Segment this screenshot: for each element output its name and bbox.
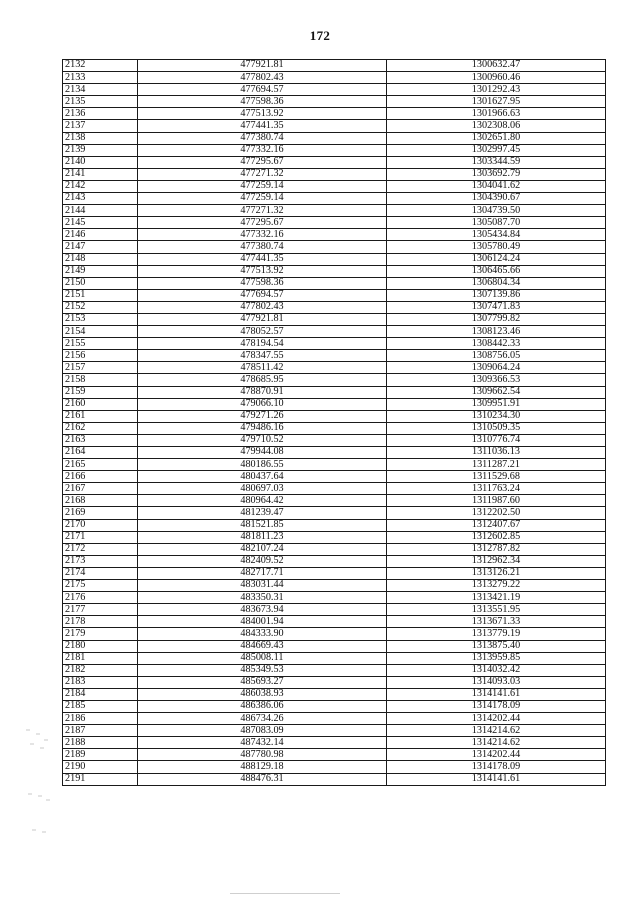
x-coordinate-cell: 486386.06 <box>138 700 387 712</box>
point-number-cell: 2141 <box>63 168 138 180</box>
table-row <box>63 132 606 144</box>
table-row <box>63 580 606 592</box>
table-row <box>63 277 606 289</box>
point-number-cell: 2145 <box>63 217 138 229</box>
x-coordinate-cell: 487432.14 <box>138 737 387 749</box>
point-number-cell: 2150 <box>63 277 138 289</box>
table-row <box>63 483 606 495</box>
point-number-cell: 2163 <box>63 434 138 446</box>
point-number-cell: 2183 <box>63 676 138 688</box>
point-number-cell: 2156 <box>63 350 138 362</box>
x-coordinate-cell: 477332.16 <box>138 144 387 156</box>
table-row <box>63 543 606 555</box>
point-number-cell: 2151 <box>63 289 138 301</box>
x-coordinate-cell: 477380.74 <box>138 132 387 144</box>
y-coordinate-cell: 1309064.24 <box>387 362 606 374</box>
point-number-cell: 2173 <box>63 555 138 567</box>
point-number-cell: 2162 <box>63 422 138 434</box>
x-coordinate-cell: 477295.67 <box>138 217 387 229</box>
x-coordinate-cell: 487780.98 <box>138 749 387 761</box>
x-coordinate-cell: 477441.35 <box>138 120 387 132</box>
table-row <box>63 676 606 688</box>
table-row <box>63 434 606 446</box>
point-number-cell: 2185 <box>63 700 138 712</box>
coordinates-table-body <box>63 60 606 786</box>
table-row <box>63 108 606 120</box>
x-coordinate-cell: 479271.26 <box>138 410 387 422</box>
table-row <box>63 241 606 253</box>
y-coordinate-cell: 1301627.95 <box>387 96 606 108</box>
y-coordinate-cell: 1307799.82 <box>387 313 606 325</box>
x-coordinate-cell: 477259.14 <box>138 193 387 205</box>
y-coordinate-cell: 1306465.66 <box>387 265 606 277</box>
point-number-cell: 2137 <box>63 120 138 132</box>
y-coordinate-cell: 1307139.86 <box>387 289 606 301</box>
point-number-cell: 2191 <box>63 773 138 785</box>
table-row <box>63 555 606 567</box>
point-number-cell: 2167 <box>63 483 138 495</box>
y-coordinate-cell: 1305434.84 <box>387 229 606 241</box>
table-row <box>63 422 606 434</box>
x-coordinate-cell: 477259.14 <box>138 180 387 192</box>
x-coordinate-cell: 477295.67 <box>138 156 387 168</box>
x-coordinate-cell: 480697.03 <box>138 483 387 495</box>
y-coordinate-cell: 1304041.62 <box>387 180 606 192</box>
point-number-cell: 2148 <box>63 253 138 265</box>
x-coordinate-cell: 478870.91 <box>138 386 387 398</box>
y-coordinate-cell: 1314214.62 <box>387 725 606 737</box>
point-number-cell: 2146 <box>63 229 138 241</box>
y-coordinate-cell: 1309951.91 <box>387 398 606 410</box>
point-number-cell: 2180 <box>63 640 138 652</box>
x-coordinate-cell: 481521.85 <box>138 519 387 531</box>
x-coordinate-cell: 481811.23 <box>138 531 387 543</box>
y-coordinate-cell: 1312787.82 <box>387 543 606 555</box>
table-row <box>63 652 606 664</box>
table-row <box>63 374 606 386</box>
x-coordinate-cell: 485349.53 <box>138 664 387 676</box>
x-coordinate-cell: 477598.36 <box>138 96 387 108</box>
table-row <box>63 447 606 459</box>
y-coordinate-cell: 1300632.47 <box>387 60 606 72</box>
y-coordinate-cell: 1311529.68 <box>387 471 606 483</box>
y-coordinate-cell: 1313279.22 <box>387 580 606 592</box>
table-row <box>63 664 606 676</box>
table-row <box>63 60 606 72</box>
y-coordinate-cell: 1304739.50 <box>387 205 606 217</box>
point-number-cell: 2174 <box>63 567 138 579</box>
table-row <box>63 604 606 616</box>
point-number-cell: 2164 <box>63 447 138 459</box>
table-row <box>63 495 606 507</box>
point-number-cell: 2190 <box>63 761 138 773</box>
scan-edge-line <box>230 893 340 894</box>
point-number-cell: 2169 <box>63 507 138 519</box>
y-coordinate-cell: 1313959.85 <box>387 652 606 664</box>
point-number-cell: 2166 <box>63 471 138 483</box>
point-number-cell: 2181 <box>63 652 138 664</box>
page-number: 172 <box>309 28 331 43</box>
table-row <box>63 688 606 700</box>
x-coordinate-cell: 477271.32 <box>138 205 387 217</box>
table-row <box>63 193 606 205</box>
y-coordinate-cell: 1302308.06 <box>387 120 606 132</box>
x-coordinate-cell: 483031.44 <box>138 580 387 592</box>
point-number-cell: 2134 <box>63 84 138 96</box>
x-coordinate-cell: 477271.32 <box>138 168 387 180</box>
y-coordinate-cell: 1301966.63 <box>387 108 606 120</box>
point-number-cell: 2187 <box>63 725 138 737</box>
x-coordinate-cell: 486038.93 <box>138 688 387 700</box>
table-row <box>63 84 606 96</box>
table-row <box>63 72 606 84</box>
point-number-cell: 2139 <box>63 144 138 156</box>
y-coordinate-cell: 1300960.46 <box>387 72 606 84</box>
y-coordinate-cell: 1314178.09 <box>387 761 606 773</box>
x-coordinate-cell: 478511.42 <box>138 362 387 374</box>
x-coordinate-cell: 484669.43 <box>138 640 387 652</box>
point-number-cell: 2132 <box>63 60 138 72</box>
x-coordinate-cell: 479486.16 <box>138 422 387 434</box>
point-number-cell: 2135 <box>63 96 138 108</box>
point-number-cell: 2143 <box>63 193 138 205</box>
point-number-cell: 2158 <box>63 374 138 386</box>
y-coordinate-cell: 1311763.24 <box>387 483 606 495</box>
point-number-cell: 2144 <box>63 205 138 217</box>
x-coordinate-cell: 480964.42 <box>138 495 387 507</box>
y-coordinate-cell: 1312202.50 <box>387 507 606 519</box>
table-row <box>63 471 606 483</box>
y-coordinate-cell: 1314141.61 <box>387 688 606 700</box>
table-row <box>63 326 606 338</box>
y-coordinate-cell: 1312962.34 <box>387 555 606 567</box>
point-number-cell: 2178 <box>63 616 138 628</box>
point-number-cell: 2176 <box>63 592 138 604</box>
table-row <box>63 749 606 761</box>
x-coordinate-cell: 484333.90 <box>138 628 387 640</box>
x-coordinate-cell: 477513.92 <box>138 265 387 277</box>
point-number-cell: 2189 <box>63 749 138 761</box>
x-coordinate-cell: 482409.52 <box>138 555 387 567</box>
y-coordinate-cell: 1303344.59 <box>387 156 606 168</box>
y-coordinate-cell: 1308442.33 <box>387 338 606 350</box>
x-coordinate-cell: 480186.55 <box>138 459 387 471</box>
y-coordinate-cell: 1314202.44 <box>387 749 606 761</box>
table-row <box>63 350 606 362</box>
point-number-cell: 2165 <box>63 459 138 471</box>
y-coordinate-cell: 1311036.13 <box>387 447 606 459</box>
x-coordinate-cell: 479710.52 <box>138 434 387 446</box>
point-number-cell: 2149 <box>63 265 138 277</box>
point-number-cell: 2147 <box>63 241 138 253</box>
x-coordinate-cell: 478685.95 <box>138 374 387 386</box>
y-coordinate-cell: 1310234.30 <box>387 410 606 422</box>
table-row <box>63 567 606 579</box>
x-coordinate-cell: 479066.10 <box>138 398 387 410</box>
table-row <box>63 120 606 132</box>
point-number-cell: 2161 <box>63 410 138 422</box>
table-row <box>63 459 606 471</box>
x-coordinate-cell: 477380.74 <box>138 241 387 253</box>
table-row <box>63 725 606 737</box>
point-number-cell: 2188 <box>63 737 138 749</box>
point-number-cell: 2142 <box>63 180 138 192</box>
table-row <box>63 362 606 374</box>
y-coordinate-cell: 1314202.44 <box>387 713 606 725</box>
point-number-cell: 2182 <box>63 664 138 676</box>
x-coordinate-cell: 478052.57 <box>138 326 387 338</box>
y-coordinate-cell: 1314032.42 <box>387 664 606 676</box>
y-coordinate-cell: 1311287.21 <box>387 459 606 471</box>
x-coordinate-cell: 487083.09 <box>138 725 387 737</box>
x-coordinate-cell: 478347.55 <box>138 350 387 362</box>
table-row <box>63 398 606 410</box>
x-coordinate-cell: 483350.31 <box>138 592 387 604</box>
table-row <box>63 156 606 168</box>
table-row <box>63 531 606 543</box>
point-number-cell: 2155 <box>63 338 138 350</box>
table-row <box>63 616 606 628</box>
y-coordinate-cell: 1308123.46 <box>387 326 606 338</box>
x-coordinate-cell: 477513.92 <box>138 108 387 120</box>
x-coordinate-cell: 486734.26 <box>138 713 387 725</box>
x-coordinate-cell: 488476.31 <box>138 773 387 785</box>
x-coordinate-cell: 482107.24 <box>138 543 387 555</box>
table-row <box>63 507 606 519</box>
table-row <box>63 168 606 180</box>
table-row <box>63 592 606 604</box>
table-row <box>63 338 606 350</box>
y-coordinate-cell: 1307471.83 <box>387 301 606 313</box>
x-coordinate-cell: 477694.57 <box>138 289 387 301</box>
margin-scan-marks <box>24 690 54 850</box>
table-row <box>63 519 606 531</box>
y-coordinate-cell: 1310776.74 <box>387 434 606 446</box>
y-coordinate-cell: 1301292.43 <box>387 84 606 96</box>
table-row <box>63 205 606 217</box>
y-coordinate-cell: 1313126.21 <box>387 567 606 579</box>
y-coordinate-cell: 1314214.62 <box>387 737 606 749</box>
y-coordinate-cell: 1313779.19 <box>387 628 606 640</box>
x-coordinate-cell: 485008.11 <box>138 652 387 664</box>
y-coordinate-cell: 1313875.40 <box>387 640 606 652</box>
x-coordinate-cell: 480437.64 <box>138 471 387 483</box>
table-row <box>63 180 606 192</box>
y-coordinate-cell: 1303692.79 <box>387 168 606 180</box>
x-coordinate-cell: 484001.94 <box>138 616 387 628</box>
x-coordinate-cell: 477332.16 <box>138 229 387 241</box>
x-coordinate-cell: 477921.81 <box>138 60 387 72</box>
x-coordinate-cell: 477802.43 <box>138 72 387 84</box>
y-coordinate-cell: 1305087.70 <box>387 217 606 229</box>
x-coordinate-cell: 483673.94 <box>138 604 387 616</box>
point-number-cell: 2140 <box>63 156 138 168</box>
point-number-cell: 2177 <box>63 604 138 616</box>
y-coordinate-cell: 1302651.80 <box>387 132 606 144</box>
y-coordinate-cell: 1314141.61 <box>387 773 606 785</box>
table-row <box>63 640 606 652</box>
point-number-cell: 2179 <box>63 628 138 640</box>
point-number-cell: 2175 <box>63 580 138 592</box>
table-row <box>63 253 606 265</box>
point-number-cell: 2154 <box>63 326 138 338</box>
table-row <box>63 96 606 108</box>
table-row <box>63 289 606 301</box>
point-number-cell: 2159 <box>63 386 138 398</box>
table-row <box>63 761 606 773</box>
x-coordinate-cell: 477921.81 <box>138 313 387 325</box>
table-row <box>63 386 606 398</box>
point-number-cell: 2153 <box>63 313 138 325</box>
y-coordinate-cell: 1309662.54 <box>387 386 606 398</box>
point-number-cell: 2133 <box>63 72 138 84</box>
table-row <box>63 313 606 325</box>
table-row <box>63 301 606 313</box>
x-coordinate-cell: 477694.57 <box>138 84 387 96</box>
point-number-cell: 2172 <box>63 543 138 555</box>
y-coordinate-cell: 1314178.09 <box>387 700 606 712</box>
y-coordinate-cell: 1304390.67 <box>387 193 606 205</box>
x-coordinate-cell: 481239.47 <box>138 507 387 519</box>
y-coordinate-cell: 1306124.24 <box>387 253 606 265</box>
y-coordinate-cell: 1312602.85 <box>387 531 606 543</box>
point-number-cell: 2136 <box>63 108 138 120</box>
x-coordinate-cell: 477441.35 <box>138 253 387 265</box>
y-coordinate-cell: 1310509.35 <box>387 422 606 434</box>
point-number-cell: 2138 <box>63 132 138 144</box>
table-row <box>63 773 606 785</box>
point-number-cell: 2168 <box>63 495 138 507</box>
table-row <box>63 628 606 640</box>
point-number-cell: 2170 <box>63 519 138 531</box>
y-coordinate-cell: 1314093.03 <box>387 676 606 688</box>
point-number-cell: 2160 <box>63 398 138 410</box>
y-coordinate-cell: 1309366.53 <box>387 374 606 386</box>
y-coordinate-cell: 1312407.67 <box>387 519 606 531</box>
y-coordinate-cell: 1313421.19 <box>387 592 606 604</box>
table-row <box>63 265 606 277</box>
x-coordinate-cell: 482717.71 <box>138 567 387 579</box>
coordinates-table <box>62 59 606 786</box>
table-row <box>63 217 606 229</box>
table-row <box>63 737 606 749</box>
table-row <box>63 144 606 156</box>
table-row <box>63 700 606 712</box>
y-coordinate-cell: 1311987.60 <box>387 495 606 507</box>
point-number-cell: 2157 <box>63 362 138 374</box>
x-coordinate-cell: 477598.36 <box>138 277 387 289</box>
table-row <box>63 410 606 422</box>
y-coordinate-cell: 1306804.34 <box>387 277 606 289</box>
x-coordinate-cell: 488129.18 <box>138 761 387 773</box>
x-coordinate-cell: 477802.43 <box>138 301 387 313</box>
x-coordinate-cell: 479944.08 <box>138 447 387 459</box>
y-coordinate-cell: 1313671.33 <box>387 616 606 628</box>
y-coordinate-cell: 1313551.95 <box>387 604 606 616</box>
table-row <box>63 229 606 241</box>
table-row <box>63 713 606 725</box>
x-coordinate-cell: 485693.27 <box>138 676 387 688</box>
point-number-cell: 2152 <box>63 301 138 313</box>
y-coordinate-cell: 1302997.45 <box>387 144 606 156</box>
point-number-cell: 2184 <box>63 688 138 700</box>
point-number-cell: 2171 <box>63 531 138 543</box>
x-coordinate-cell: 478194.54 <box>138 338 387 350</box>
point-number-cell: 2186 <box>63 713 138 725</box>
y-coordinate-cell: 1305780.49 <box>387 241 606 253</box>
y-coordinate-cell: 1308756.05 <box>387 350 606 362</box>
